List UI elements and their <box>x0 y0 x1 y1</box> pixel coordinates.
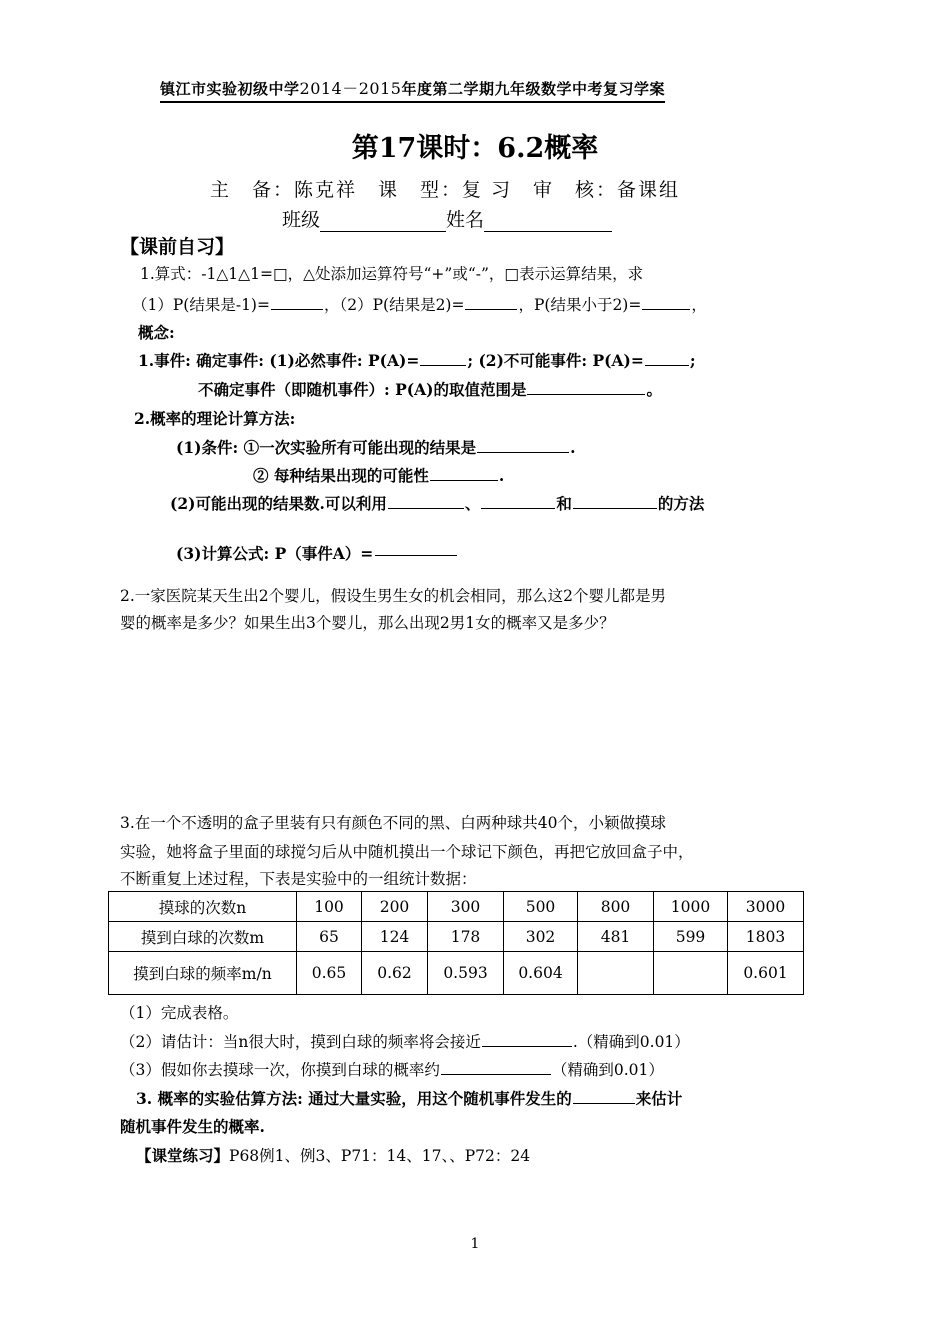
q1-blank2 <box>465 295 517 310</box>
count-sep2: 和 <box>556 494 572 513</box>
concepts-heading: 概念: <box>138 323 175 342</box>
condition2-text: ② 每种结果出现的可能性 <box>253 466 429 485</box>
impossible-blank <box>645 351 689 366</box>
practice-label: 【课堂练习】 <box>136 1146 230 1165</box>
condition1-end: . <box>570 438 576 457</box>
q3-line2: 实验，她将盒子里面的球搅匀后从中随机摸出一个球记下颜色，再把它放回盒子中， <box>120 843 694 861</box>
random-event-text: 不确定事件（即随机事件）: P(A)的取值范围是 <box>198 380 527 399</box>
table-cell: 178 <box>428 922 504 952</box>
count-sep1: 、 <box>464 494 481 513</box>
concept2-heading: 2.概率的理论计算方法: <box>134 409 296 428</box>
class-label: 班级 <box>282 209 321 231</box>
concept1-impossible: ; (2)不可能事件: P(A)= <box>467 351 644 370</box>
q1-line1: 1.算式：-1△1△1=□，△处添加运算符号“+”或“-”，□表示运算结果，求 <box>140 265 644 283</box>
concept2-count <box>170 492 704 514</box>
part2-blank <box>482 1032 572 1047</box>
class-name-row <box>282 205 612 232</box>
random-range-blank <box>527 380 645 395</box>
table-cell: 0.593 <box>428 952 504 995</box>
table-cell-empty <box>578 952 654 995</box>
concept3-line2: 随机事件发生的概率. <box>120 1117 265 1136</box>
condition2-end: . <box>498 466 505 485</box>
concept1-line2 <box>198 378 662 400</box>
page-number: 1 <box>470 1236 480 1252</box>
concept1-line1 <box>138 349 696 371</box>
concept1-certain: 1.事件: 确定事件: (1)必然事件: P(A)= <box>138 351 420 370</box>
count-blank2 <box>481 494 555 509</box>
q1-blank1 <box>271 295 323 310</box>
name-label: 姓名 <box>446 209 485 231</box>
random-event-end: 。 <box>646 380 662 399</box>
table-cell: 300 <box>428 892 504 922</box>
concept3-blank <box>573 1089 635 1104</box>
part2-end: .（精确到0.01） <box>572 1033 690 1051</box>
table-row-white-count <box>109 922 804 952</box>
q2-line1: 2.一家医院某天生出2个婴儿，假设生男生女的机会相同，那么这2个婴儿都是男 <box>120 587 667 605</box>
table-cell: 124 <box>362 922 428 952</box>
concept2-condition2 <box>253 464 504 486</box>
count-end: 的方法 <box>657 494 705 513</box>
q2-line2: 婴的概率是多少？如果生出3个婴儿，那么出现2男1女的概率又是多少？ <box>120 614 615 632</box>
classroom-practice <box>136 1144 530 1166</box>
part3-end: （精确到0.01） <box>551 1061 664 1079</box>
table-cell: 481 <box>578 922 654 952</box>
q1-blank3 <box>642 295 690 310</box>
q3-line3: 不断重复上述过程，下表是实验中的一组统计数据： <box>120 870 477 888</box>
table-cell: 100 <box>297 892 362 922</box>
q1-part2: ，（2）P(结果是2)= <box>323 296 465 314</box>
table-cell: 200 <box>362 892 428 922</box>
table-row-draws <box>109 892 804 922</box>
concept3-end: 来估计 <box>635 1089 683 1108</box>
table-cell: 摸球的次数n <box>109 892 297 922</box>
q1-part1: （1）P(结果是-1)= <box>132 296 270 314</box>
experiment-data-table <box>108 891 804 995</box>
table-cell: 0.62 <box>362 952 428 995</box>
table-cell: 500 <box>504 892 578 922</box>
formula-text: (3)计算公式: P（事件A）= <box>176 544 374 563</box>
class-blank <box>320 213 446 232</box>
part2-text: （2）请估计：当n很大时，摸到白球的频率将会接近 <box>120 1033 481 1051</box>
table-row-frequency <box>109 952 804 995</box>
table-cell: 65 <box>297 922 362 952</box>
concept2-formula <box>176 542 457 564</box>
condition2-blank <box>430 466 498 481</box>
formula-fraction-line <box>375 555 457 556</box>
table-cell: 0.604 <box>504 952 578 995</box>
q3-part3 <box>120 1058 664 1080</box>
concept3-text: 3. 概率的实验估算方法: 通过大量实验，用这个随机事件发生的 <box>136 1089 572 1108</box>
table-cell: 1803 <box>728 922 804 952</box>
concept2-condition1 <box>176 436 575 458</box>
part3-blank <box>441 1060 551 1075</box>
table-cell: 摸到白球的频率m/n <box>109 952 297 995</box>
q3-part2 <box>120 1030 690 1052</box>
table-cell: 3000 <box>728 892 804 922</box>
count-blank3 <box>573 494 657 509</box>
concept3-line1 <box>136 1087 682 1109</box>
certain-blank <box>420 351 466 366</box>
part3-text: （3）假如你去摸球一次，你摸到白球的概率约 <box>120 1061 440 1079</box>
count-text: (2)可能出现的结果数.可以利用 <box>170 494 387 513</box>
table-cell: 599 <box>654 922 728 952</box>
document-header <box>160 76 665 103</box>
table-cell: 摸到白球的次数m <box>109 922 297 952</box>
concept1-end: ; <box>689 351 696 370</box>
header-suffix: 年度第二学期九年级数学中考复习学案 <box>401 80 665 98</box>
count-blank1 <box>388 494 464 509</box>
table-cell-empty <box>654 952 728 995</box>
q1-part4: ， <box>691 296 707 314</box>
q3-part1: （1）完成表格。 <box>120 1004 239 1022</box>
q1-line2 <box>132 293 707 315</box>
q1-part3: ，P(结果小于2)= <box>518 296 642 314</box>
header-school: 镇江市实验初级中学 <box>160 80 300 98</box>
section-heading-pre-study: 【课前自习】 <box>120 236 235 258</box>
header-years: 2014－2015 <box>299 79 402 98</box>
table-cell: 1000 <box>654 892 728 922</box>
q3-line1: 3.在一个不透明的盒子里装有只有颜色不同的黑、白两种球共40个，小颖做摸球 <box>120 814 667 832</box>
author-line: 主 备：陈克祥 课 型：复 习 审 核：备课组 <box>210 179 681 201</box>
condition1-blank <box>477 438 569 453</box>
table-cell: 0.601 <box>728 952 804 995</box>
name-blank <box>484 213 612 232</box>
condition1-text: (1)条件: ①一次实验所有可能出现的结果是 <box>176 438 477 457</box>
table-cell: 302 <box>504 922 578 952</box>
table-cell: 800 <box>578 892 654 922</box>
practice-text: P68例1、例3、P71：14、17、、P72：24 <box>229 1147 531 1165</box>
table-cell: 0.65 <box>297 952 362 995</box>
page-title: 第17课时：6.2概率 <box>351 133 599 164</box>
